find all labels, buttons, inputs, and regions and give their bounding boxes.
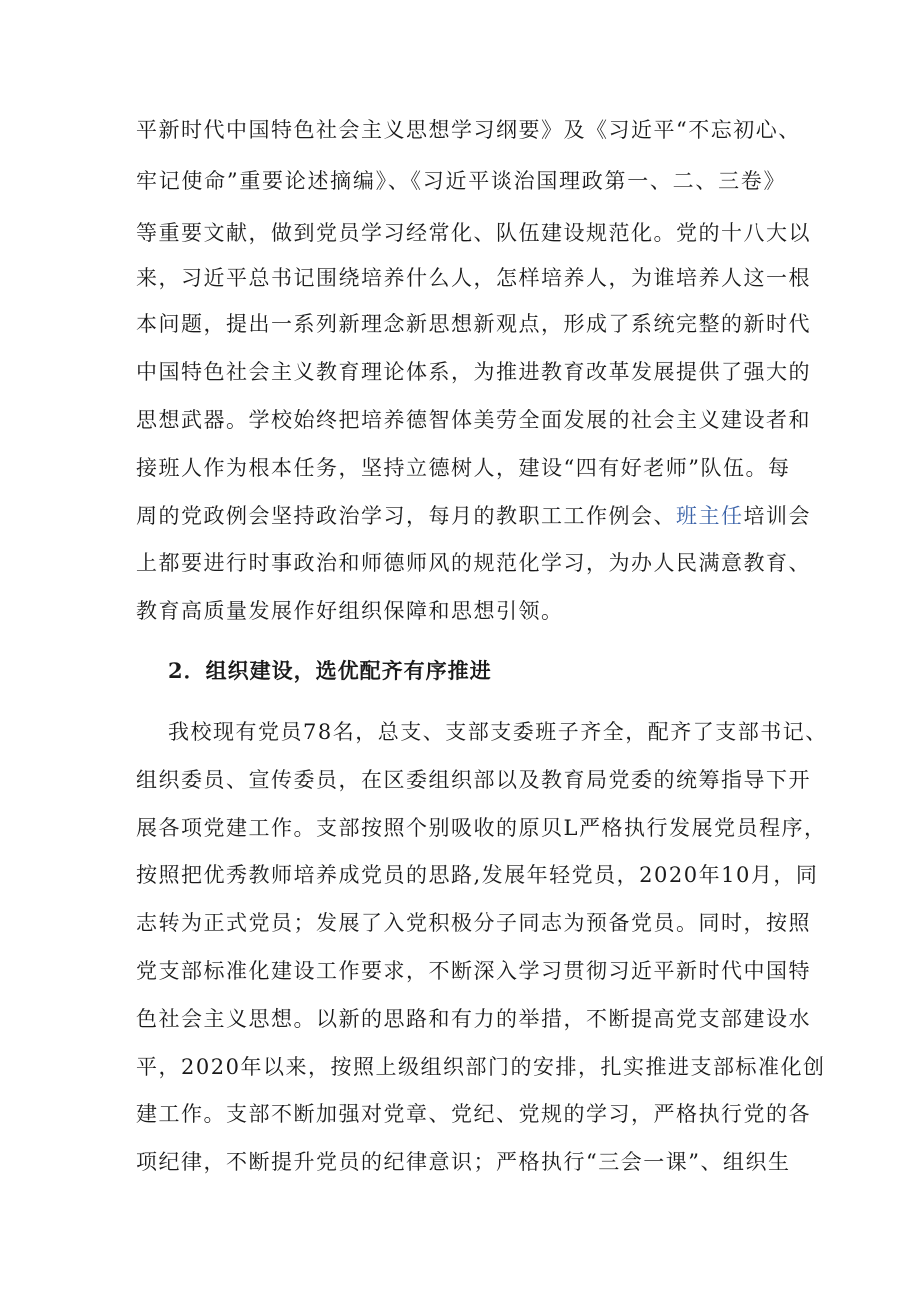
text-segment: 培训会 <box>743 504 811 528</box>
text-line: 党支部标准化建设工作要求，不断深入学习贯彻习近平新时代中国特 <box>136 959 811 983</box>
text-line: 按照把优秀教师培养成党员的思路,发展年轻党员，2020年10月，同 <box>136 863 819 887</box>
text-line: 组织委员、宣传委员，在区委组织部以及教育局党委的统筹指导下开 <box>136 768 811 792</box>
text-line: 中国特色社会主义教育理论体系，为推进教育改革发展提供了强大的 <box>136 360 811 384</box>
text-line <box>136 496 811 536</box>
text-line: 上都要进行时事政治和师德师风的规范化学习，为办人民满意教育、 <box>136 551 811 575</box>
class-teacher-link[interactable]: 班主任 <box>676 504 744 528</box>
text-line: 等重要文献，做到党员学习经常化、队伍建设规范化。党的十八大以 <box>136 221 811 245</box>
text-line: 志转为正式党员；发展了入党积极分子同志为预备党员。同时，按照 <box>136 911 811 935</box>
text-line: 建工作。支部不断加强对党章、党纪、党规的学习，严格执行党的各 <box>136 1102 811 1126</box>
text-line: 教育高质量发展作好组织保障和思想引领。 <box>136 599 564 623</box>
text-line: 我校现有党员78名，总支、支部支委班子齐全，配齐了支部书记、 <box>168 720 828 744</box>
text-line: 来，习近平总书记围绕培养什么人，怎样培养人，为谁培养人这一根 <box>136 266 811 290</box>
text-line: 思想武器。学校始终把培养德智体美劳全面发展的社会主义建设者和 <box>136 408 811 432</box>
text-line: 项纪律，不断提升党员的纪律意识；严格执行“三会一课”、组织生 <box>136 1150 791 1174</box>
text-line: 展各项党建工作。支部按照个别吸收的原贝L严格执行发展党员程序， <box>136 816 827 840</box>
text-line: 平，2020年以来，按照上级组织部门的安排，扎实推进支部标准化创 <box>136 1055 826 1079</box>
text-line: 牢记使命”重要论述摘编》、《习近平谈治国理政第一、二、三卷》 <box>136 169 786 193</box>
section-heading: 2．组织建设，选优配齐有序推进 <box>168 658 492 683</box>
text-line: 色社会主义思想。以新的思路和有力的举措，不断提高党支部建设水 <box>136 1007 811 1031</box>
text-line: 接班人作为根本任务，坚持立德树人，建设“四有好老师”队伍。每 <box>136 456 791 480</box>
text-segment: 周的党政例会坚持政治学习，每月的教职工工作例会、 <box>136 504 676 528</box>
text-line: 本问题，提出一系列新理念新思想新观点，形成了系统完整的新时代 <box>136 312 811 336</box>
text-line: 平新时代中国特色社会主义思想学习纲要》及《习近平“不忘初心、 <box>136 118 801 142</box>
